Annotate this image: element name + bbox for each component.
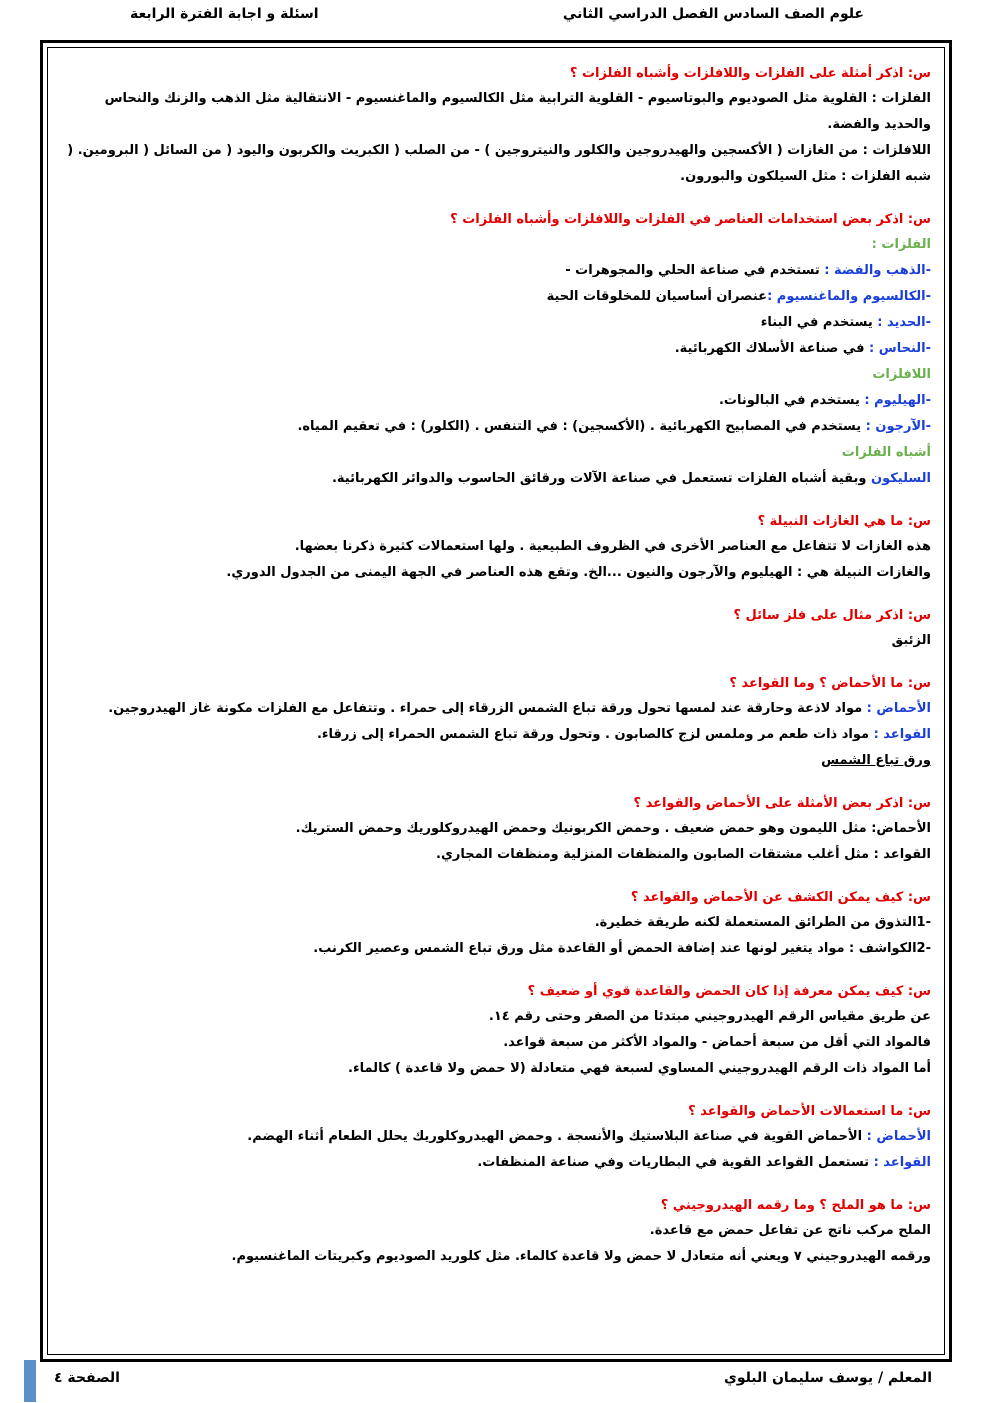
list-item (62, 414, 931, 440)
nonmetals-heading: اللافلزات (872, 367, 931, 382)
question: س: اذكر أمثلة على الفلزات واللافلزات وأشباه الفلزات ؟ (569, 66, 931, 81)
item-label: -الهيليوم : (864, 393, 931, 408)
item-text: تستعمل القواعد القوية في البطاريات وفي صناعة المنظفات. (477, 1155, 874, 1170)
answer-line: فالمواد التي أقل من سبعة أحماض - والمواد الأكثر من سبعة قواعد. (503, 1035, 931, 1050)
list-item (62, 310, 931, 336)
item-text: وبقية أشباه الفلزات تستعمل في صناعة الآلات ورقائق الحاسوب والدوائر الكهربائية. (331, 471, 871, 486)
item-label: -الذهب والفضة : (824, 263, 931, 278)
answer-line (62, 1150, 931, 1176)
item-label: القواعد : (873, 1155, 931, 1170)
answer-line: -2الكواشف : مواد يتغير لونها عند إضافة الحمض أو القاعدة مثل ورق تباع الشمس وعصير الكرنب. (313, 941, 931, 956)
item-text: في صناعة الأسلاك الكهربائية. (674, 341, 870, 356)
question: س: ما استعمالات الأحماض والقواعد ؟ (688, 1104, 931, 1119)
qa-section (62, 672, 931, 774)
qa-section (62, 604, 931, 654)
answer-line: القواعد : مثل أغلب مشتقات الصابون والمنظفات المنزلية ومنظفات المجاري. (436, 847, 931, 862)
answer-line: الأحماض: مثل الليمون وهو حمض ضعيف . وحمض الكربونيك وحمض الهيدروكلوريك وحمض الستريك. (295, 821, 931, 836)
list-item (62, 258, 931, 284)
question: س: ما هو الملح ؟ وما رقمه الهيدروجيني ؟ (660, 1198, 931, 1213)
answer-line: اللافلزات : من الغازات ( الأكسجين والهيدروجين والكلور والنيتروجين ) - من الصلب ( الكبريت والكربون واليود ( من السائل ( البرومين. ( (67, 143, 931, 158)
list-item (62, 466, 931, 492)
list-item (62, 336, 931, 362)
item-text: تستخدم في صناعة الحلي والمجوهرات - (565, 263, 825, 278)
answer-line: الملح مركب ناتج عن تفاعل حمض مع قاعدة. (649, 1223, 931, 1238)
item-label: -الحديد : (877, 315, 931, 330)
item-label: الأحماض : (866, 1129, 931, 1144)
answer-line: أما المواد ذات الرقم الهيدروجيني المساوي لسبعة فهي متعادلة (لا حمض ولا قاعدة ) كالماء. (348, 1061, 931, 1076)
metals-heading: الفلزات : (871, 237, 931, 252)
content-area (47, 47, 945, 1355)
answer-line: والغازات النبيلة هي : الهيليوم والآرجون والنيون ...الخ. وتقع هذه العناصر في الجهة اليمنى من الجدول الدوري. (226, 565, 931, 580)
qa-section (62, 208, 931, 492)
underlined-text: ورق تباع الشمس (821, 753, 931, 768)
answer-line (62, 696, 931, 722)
answer-line: الفلزات : القلوية مثل الصوديوم والبوتاسيوم - القلوية الترابية مثل الكالسيوم والماغنسيوم - الانتقالية مثل الذهب والزنك والنحاس والحديد والفضة. (104, 91, 931, 132)
footer-page-number: الصفحة ٤ (54, 1370, 120, 1386)
footer-teacher: المعلم / يوسف سليمان البلوي (723, 1370, 932, 1386)
qa-section (62, 792, 931, 868)
item-text: مواد لاذعة وحارقة عند لمسها تحول ورقة تباع الشمس الزرقاء إلى حمراء . وتتفاعل مع الفلزات مكونة غاز الهيدروجين. (108, 701, 867, 716)
question: س: كيف يمكن معرفة إذا كان الحمض والقاعدة قوي أو ضعيف ؟ (527, 984, 931, 999)
item-text: يستخدم في البناء (760, 315, 878, 330)
item-text: عنصران أساسيان للمخلوقات الحية (546, 289, 768, 304)
item-label: السليكون (871, 471, 931, 486)
question: س: ما الأحماض ؟ وما القواعد ؟ (729, 676, 931, 691)
page-frame (40, 40, 952, 1362)
question: س: اذكر بعض استخدامات العناصر في الفلزات واللافلزات وأشباه الفلزات ؟ (450, 212, 931, 227)
answer-line: -1التذوق من الطرائق المستعملة لكنه طريقة خطيرة. (594, 915, 931, 930)
item-text: يستخدم في المصابيح الكهربائية . (الأكسجين) : في التنفس . (الكلور) : في تعقيم المياه. (297, 419, 866, 434)
qa-section (62, 510, 931, 586)
question: س: اذكر بعض الأمثلة على الأحماض والقواعد ؟ (633, 796, 931, 811)
item-text: الأحماض القوية في صناعة البلاستيك والأنسجة . وحمض الهيدروكلوريك يحلل الطعام أثناء الهضم. (247, 1129, 867, 1144)
item-text: مواد ذات طعم مر وملمس لزج كالصابون . وتحول ورقة تباع الشمس الحمراء إلى زرقاء. (316, 727, 874, 742)
qa-section (62, 980, 931, 1082)
item-text: يستخدم في البالونات. (718, 393, 865, 408)
decorative-side-bar (24, 1360, 36, 1402)
answer-line: هذه الغازات لا تتفاعل مع العناصر الأخرى في الظروف الطبيعية . ولها استعمالات كثيرة ذكرنا بعضها. (294, 539, 931, 554)
answer-line: ورقمه الهيدروجيني ٧ ويعني أنه متعادل لا حمض ولا قاعدة كالماء. مثل كلوريد الصوديوم وكبريتات الماغنسيوم. (231, 1249, 931, 1264)
header-title: اسئلة و اجابة الفترة الرابعة (130, 6, 319, 22)
qa-section (62, 1194, 931, 1270)
list-item (62, 388, 931, 414)
header-subject: علوم الصف السادس الفصل الدراسي الثاني (562, 6, 864, 22)
answer-line (62, 722, 931, 748)
answer-line (62, 748, 931, 774)
question: س: كيف يمكن الكشف عن الأحماض والقواعد ؟ (630, 890, 931, 905)
answer-line: عن طريق مقياس الرقم الهيدروجيني مبتدئا من الصفر وحتى رقم ١٤. (488, 1009, 931, 1024)
item-label: الأحماض : (866, 701, 931, 716)
answer-line: شبه الفلزات : مثل السيلكون والبورون. (680, 169, 931, 184)
qa-section (62, 1100, 931, 1176)
metalloids-heading: أشباه الفلزات (841, 445, 931, 460)
question: س: ما هي الغازات النبيلة ؟ (757, 514, 931, 529)
item-label: -الكالسيوم والماغنسيوم : (767, 289, 931, 304)
question: س: اذكر مثال على فلز سائل ؟ (733, 608, 931, 623)
list-item (62, 284, 931, 310)
item-label: -النحاس : (869, 341, 931, 356)
answer-line: الزئبق (891, 633, 931, 648)
item-label: -الآرجون : (865, 419, 931, 434)
qa-section (62, 886, 931, 962)
item-label: القواعد : (873, 727, 931, 742)
qa-section (62, 62, 931, 190)
answer-line (62, 1124, 931, 1150)
